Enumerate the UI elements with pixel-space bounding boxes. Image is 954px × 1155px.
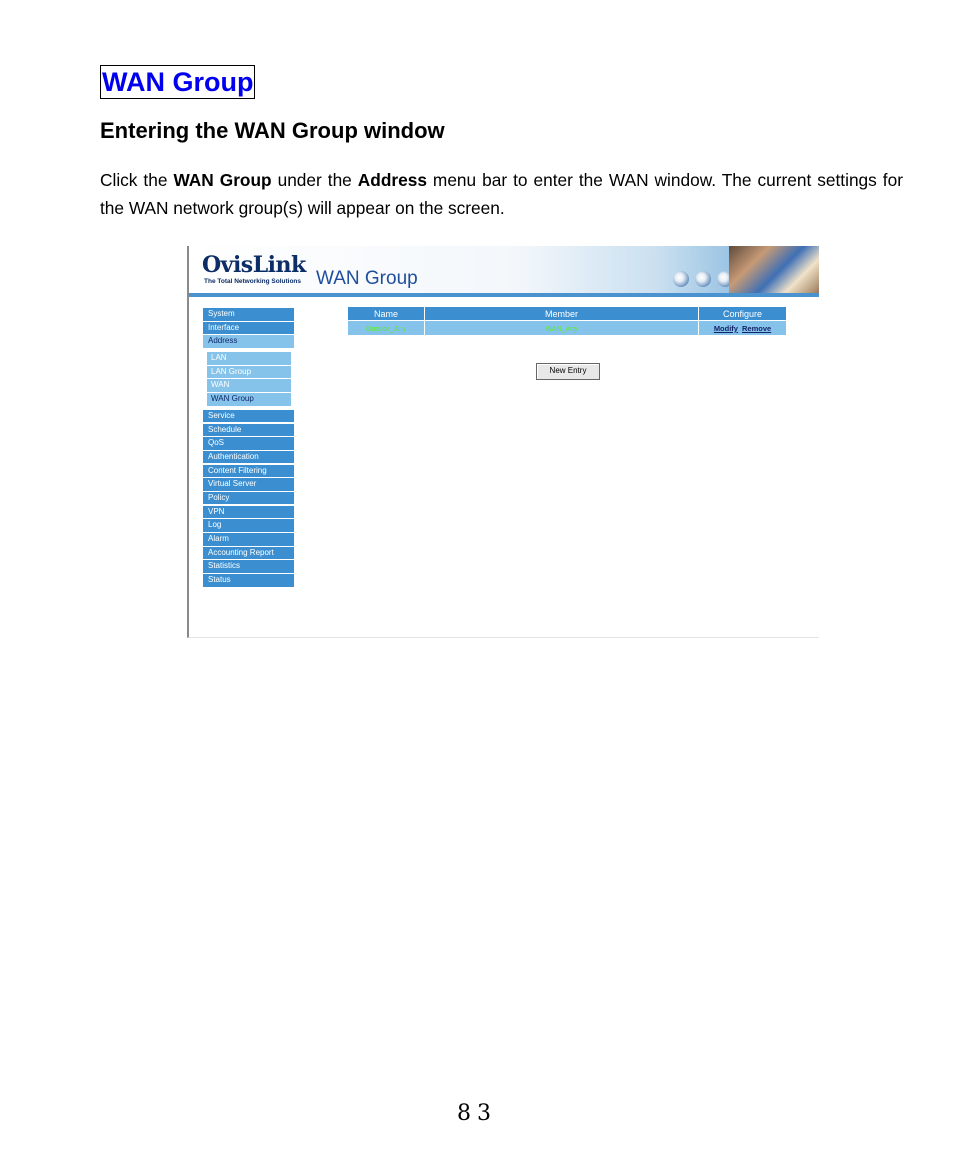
screenshot-header [189,246,819,293]
sidebar-subitem-lan[interactable]: LAN [207,352,291,365]
sidebar-subitem-lan-group[interactable]: LAN Group [207,366,291,379]
sidebar-item-service[interactable]: Service [203,410,294,423]
sidebar-item-interface[interactable]: Interface [203,322,294,335]
column-header-configure: Configure [699,307,787,321]
sidebar-item-schedule[interactable]: Schedule [203,424,294,437]
sidebar-item-status[interactable]: Status [203,574,294,587]
sidebar-item-statistics[interactable]: Statistics [203,560,294,573]
page-number: 83 [457,1101,497,1126]
sidebar-item-address[interactable]: Address [203,335,294,348]
screenshot-title: WAN Group [316,268,418,289]
new-entry-button[interactable]: New Entry [536,363,600,380]
header-photo [729,246,819,293]
bold-address: Address [357,170,427,190]
subheading: Entering the WAN Group window [100,118,445,143]
sidebar-item-vpn[interactable]: VPN [203,506,294,519]
sidebar-item-virtual-server[interactable]: Virtual Server [203,478,294,491]
sidebar-subitem-wan[interactable]: WAN [207,379,291,392]
sidebar-item-authentication[interactable]: Authentication [203,451,294,464]
cell-name [348,321,425,336]
sidebar-item-content-filtering[interactable]: Content Filtering [203,465,294,478]
router-screenshot [187,246,819,638]
paragraph-text: Click the [100,170,174,190]
sidebar-item-accounting-report[interactable]: Accounting Report [203,547,294,560]
column-header-member: Member [425,307,699,321]
logo-tagline: The Total Networking Solutions [204,278,302,285]
paragraph-text: menu bar to enter the WAN window. The current settings for the WAN network group(s) will appear on the screen. [100,170,903,218]
column-header-name: Name [348,307,425,321]
bold-wan-group: WAN Group [173,170,272,190]
section-title: WAN Group [102,67,254,97]
remove-link[interactable]: Remove [741,324,772,333]
globe-icon [673,271,689,287]
globe-icon [695,271,711,287]
sidebar-menu [203,308,294,588]
wan-group-table [348,307,787,335]
cell-configure [699,321,787,336]
cell-member [425,321,699,336]
table-row [348,321,787,336]
header-divider [189,293,819,297]
table-header-row [348,307,787,321]
group-name: Outside_Any [365,326,407,333]
sidebar-item-qos[interactable]: QoS [203,437,294,450]
sidebar-item-system[interactable]: System [203,308,294,321]
group-member: WAN_Any [545,326,578,333]
sidebar-item-log[interactable]: Log [203,519,294,532]
intro-paragraph [100,166,903,222]
paragraph-text: under the [271,170,358,190]
sidebar-subitem-wan-group[interactable]: WAN Group [207,393,291,406]
modify-link[interactable]: Modify [713,324,738,333]
sidebar-item-policy[interactable]: Policy [203,492,294,505]
sidebar-item-alarm[interactable]: Alarm [203,533,294,546]
ovislink-logo: OvisLink [202,252,306,278]
